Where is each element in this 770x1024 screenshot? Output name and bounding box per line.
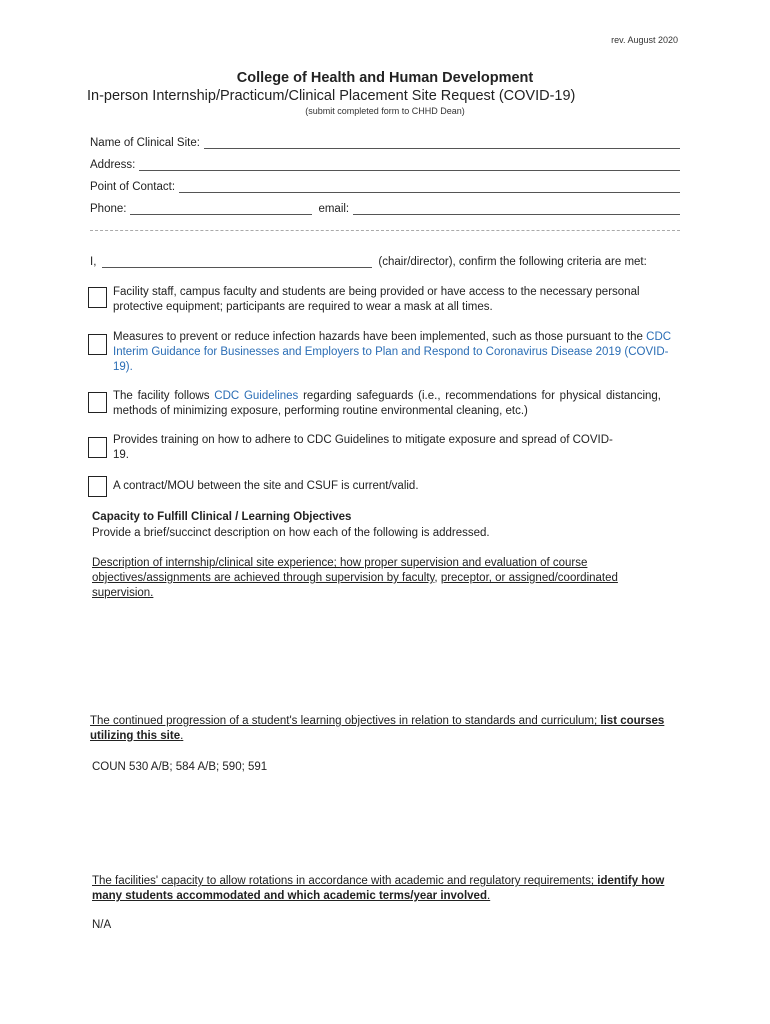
criteria-item-training <box>113 433 623 463</box>
chair-name-field[interactable] <box>102 255 372 268</box>
criteria-text-contract: A contract/MOU between the site and CSUF is current/valid. <box>113 480 419 492</box>
question-progression-c: . <box>180 730 184 742</box>
contact-label: Point of Contact: <box>90 181 176 193</box>
capacity-heading: Capacity to Fulfill Clinical / Learning Objectives <box>92 511 352 523</box>
question-supervision-b: , <box>434 572 441 584</box>
email-label: email: <box>318 203 350 215</box>
attestation-suffix: (chair/director), confirm the following criteria are met: <box>378 256 647 268</box>
criteria-item-guidelines <box>113 389 661 419</box>
address-label: Address: <box>90 159 136 171</box>
phone-email-row <box>90 202 680 215</box>
criteria-checkbox-ppe[interactable] <box>88 287 107 308</box>
question-progression-b: list courses utilizing this site <box>90 715 665 742</box>
contact-row <box>90 180 680 193</box>
question-supervision-a: Description of internship/clinical site experience; how proper supervision and evaluation of course objectives/assignments are achieved through supervision by faculty <box>92 557 588 584</box>
section-divider <box>90 230 680 231</box>
phone-field[interactable] <box>130 202 312 215</box>
answer-rotations: N/A <box>92 919 112 931</box>
cdc-interim-guidance-link[interactable]: CDC Interim Guidance for Businesses and Employers to Plan and Respond to Coronavirus Disease 2019 (COVID-19). <box>113 331 672 373</box>
question-progression-a: The continued progression of a student's learning objectives in relation to standards and curriculum; <box>90 715 601 727</box>
question-rotations-c: . <box>486 890 491 902</box>
criteria-text-infection: Measures to prevent or reduce infection hazards have been implemented, such as those pursuant to the <box>113 331 647 343</box>
question-supervision <box>92 556 682 601</box>
submission-note: (submit completed form to CHHD Dean) <box>305 106 465 116</box>
site-name-label: Name of Clinical Site: <box>90 137 200 149</box>
criteria-text-training: Provides training on how to adhere to CDC Guidelines to mitigate exposure and spread of COVID-19. <box>113 434 613 461</box>
form-subtitle: In-person Internship/Practicum/Clinical Placement Site Request (COVID-19) <box>87 88 576 104</box>
criteria-text-ppe: Facility staff, campus faculty and students are being provided or have access to the necessary personal protective equipment; participants are required to wear a mask at all times. <box>113 286 640 313</box>
site-name-row <box>90 136 680 149</box>
attestation-row <box>90 255 680 268</box>
criteria-checkbox-training[interactable] <box>88 437 107 458</box>
criteria-text-guidelines-b: regarding safeguards (i.e., recommendations for physical distancing, methods of minimizing exposure, performing routine environmental cleaning, etc.) <box>113 390 661 417</box>
form-title: College of Health and Human Development <box>236 70 534 86</box>
attestation-prefix: I, <box>90 256 97 268</box>
criteria-checkbox-guidelines[interactable] <box>88 392 107 413</box>
cdc-guidelines-link[interactable]: CDC Guidelines <box>214 390 299 402</box>
criteria-item-ppe <box>113 285 681 315</box>
question-rotations <box>92 874 682 904</box>
contact-field[interactable] <box>179 180 680 193</box>
question-supervision-c: preceptor, or assigned/coordinated supervision. <box>92 572 618 599</box>
question-progression <box>90 714 680 744</box>
capacity-instruction: Provide a brief/succinct description on how each of the following is addressed. <box>92 527 490 539</box>
revision-date: rev. August 2020 <box>611 35 678 45</box>
criteria-checkbox-contract[interactable] <box>88 476 107 497</box>
criteria-text-guidelines-a: The facility follows <box>113 390 215 402</box>
question-rotations-a: The facilities' capacity to allow rotations in accordance with academic and regulatory requirements; <box>92 875 598 887</box>
email-field[interactable] <box>353 202 680 215</box>
criteria-checkbox-infection[interactable] <box>88 334 107 355</box>
address-field[interactable] <box>139 158 680 171</box>
address-row <box>90 158 680 171</box>
answer-courses: COUN 530 A/B; 584 A/B; 590; 591 <box>92 761 268 773</box>
phone-label: Phone: <box>90 203 127 215</box>
question-rotations-b: identify how many students accommodated and which academic terms/year involved <box>92 875 665 902</box>
site-name-field[interactable] <box>204 136 680 149</box>
criteria-item-infection <box>113 330 681 375</box>
criteria-item-contract <box>113 479 681 494</box>
